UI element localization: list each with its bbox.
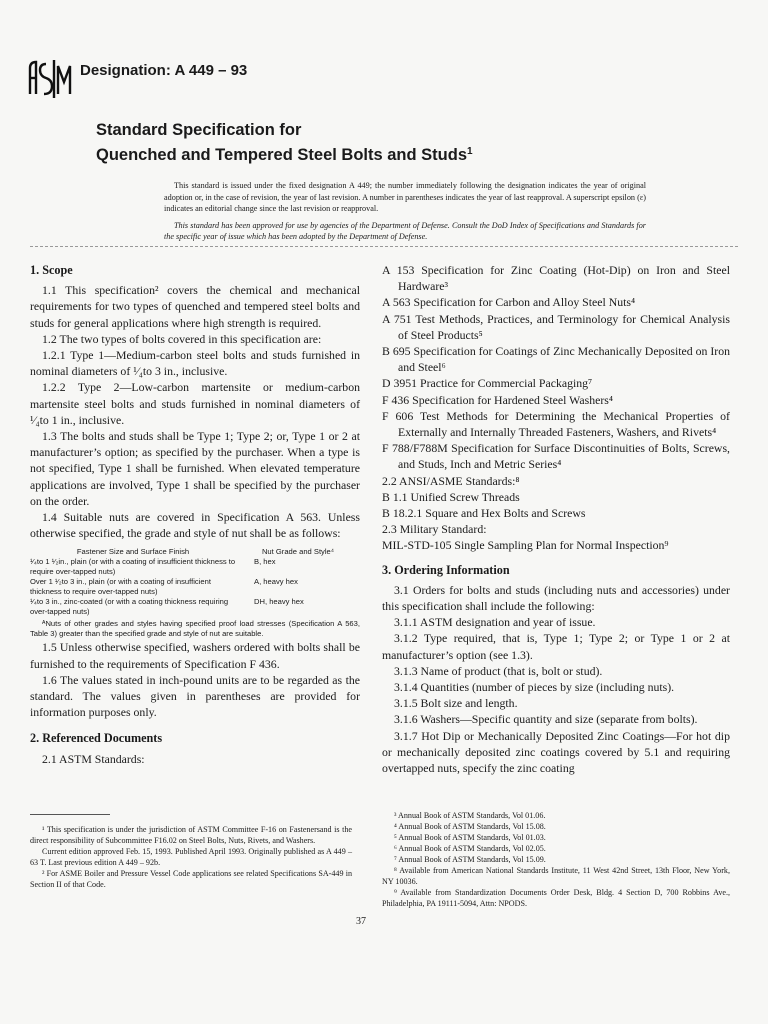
intro-paragraph: This standard is issued under the fixed designation A 449; the number immediately following the designation indicates the year of original adoption or, in the case of revision, the year of last revision. A number in parentheses indicates the year of last reapproval. A superscript epsilon (ε) indicates an editorial change since the last revision or reapproval. xyxy=(164,181,646,213)
designation: Designation: A 449 – 93 xyxy=(80,62,248,79)
astm-logo xyxy=(24,54,72,104)
para-1-6: 1.6 The values stated in inch-pound units are to be regarded as the standard. The values given in parentheses are provided for information purposes only. xyxy=(30,672,360,720)
reference-item: A 563 Specification for Carbon and Alloy Steel Nuts⁴ xyxy=(382,295,636,310)
reference-item: A 751 Test Methods, Practices, and Terminology for Chemical Analysis of Steel Products⁵ xyxy=(382,311,730,342)
para-3-1-1: 3.1.1 ASTM designation and year of issue. xyxy=(394,615,596,630)
table-header-size: Fastener Size and Surface Finish xyxy=(76,547,190,557)
footnote: ⁴ Annual Book of ASTM Standards, Vol 15.08. xyxy=(394,822,546,831)
reference-item: B 1.1 Unified Screw Threads xyxy=(382,489,520,504)
footnote: ² For ASME Boiler and Pressure Vessel Code applications see related Specifications SA-449 in Section II of that Code. xyxy=(30,869,352,889)
footnote: Current edition approved Feb. 15, 1993. Published April 1993. Originally published as A 449 – 63 T. Last previous edition A 449 – 92b. xyxy=(30,847,352,867)
table-cell-size: Over 1 ¹⁄₂to 3 in., plain (or with a coating of insufficient thickness to require over-tapped nuts) xyxy=(30,577,211,597)
document-title xyxy=(96,120,473,166)
intro-block xyxy=(164,180,646,248)
table-note: ᴬNuts of other grades and styles having specified proof load stresses (Specification A 563, Table 3) greater than the specified grade and style of nut are suitable. xyxy=(30,619,360,639)
title-line-1: Standard Specification for xyxy=(96,121,302,139)
page-number: 37 xyxy=(356,916,366,927)
title-line-2-text: Quenched and Tempered Steel Bolts and Studs xyxy=(96,146,468,164)
para-2-2: 2.2 ANSI/ASME Standards:⁸ xyxy=(382,473,520,488)
right-column xyxy=(382,262,730,776)
footnote: ¹ This specification is under the jurisdiction of ASTM Committee F-16 on Fastenersand is the direct responsibility of Subcommittee F16.02 on Steel Bolts, Nuts, Rivets, and Washers. xyxy=(30,825,352,845)
dod-notice xyxy=(164,220,646,243)
para-2-3: 2.3 Military Standard: xyxy=(382,522,487,537)
table-cell-size: ¹⁄₄to 1 ¹⁄₂in., plain (or with a coating of insufficient thickness to require over-tapped nuts) xyxy=(30,557,236,577)
dod-notice-text: This standard has been approved for use by agencies of the Department of Defense. Consult the DoD Index of Specifications and Standards for the specific year of issue which has been adopted by the Department of Defense. xyxy=(164,220,646,241)
nut-table xyxy=(30,547,360,617)
reference-item: B 18.2.1 Square and Hex Bolts and Screws xyxy=(382,506,586,521)
table-cell-nut: B, hex xyxy=(254,557,276,567)
footnotes-right xyxy=(382,810,730,909)
section-heading-ordering: 3. Ordering Information xyxy=(382,562,510,577)
para-3-1-2: 3.1.2 Type required, that is, Type 1; Type 2; or Type 1 or 2 at manufacturer’s option (see 1.3). xyxy=(382,631,730,662)
para-1-2: 1.2 The two types of bolts covered in this specification are: xyxy=(42,331,322,346)
reference-item: F 436 Specification for Hardened Steel Washers⁴ xyxy=(382,392,613,407)
para-1-5: 1.5 Unless otherwise specified, washers ordered with bolts shall be furnished to the requirements of Specification F 436. xyxy=(30,640,360,671)
footnote: ⁶ Annual Book of ASTM Standards, Vol 02.05. xyxy=(394,844,546,853)
reference-item: A 153 Specification for Zinc Coating (Hot-Dip) on Iron and Steel Hardware³ xyxy=(382,263,730,294)
reference-item: F 606 Test Methods for Determining the Mechanical Properties of Externally and Internally Threaded Fasteners, Washers, and Rivets⁴ xyxy=(382,408,730,440)
footnote: ³ Annual Book of ASTM Standards, Vol 01.06. xyxy=(394,811,546,820)
para-1-1: 1.1 This specification² covers the chemical and mechanical requirements for two types of quenched and tempered steel bolts and studs for general applications where high strength is required. xyxy=(30,283,360,330)
header-divider xyxy=(30,246,738,247)
table-cell-size: ¹⁄₄to 3 in., zinc-coated (or with a coating thickness requiring over-tapped nuts) xyxy=(30,597,229,617)
reference-item: D 3951 Practice for Commercial Packaging⁷ xyxy=(382,376,593,391)
para-2-1: 2.1 ASTM Standards: xyxy=(42,751,145,766)
para-3-1-7: 3.1.7 Hot Dip or Mechanically Deposited Zinc Coatings—For hot dip or mechanically deposited zinc coatings covered by 5.1 and requiring overtapped nuts, specify the zinc coating xyxy=(382,728,730,776)
footnote: ⁹ Available from Standardization Documents Order Desk, Bldg. 4 Section D, 700 Robbins Ave., Philadelphia, PA 19111-5094, Attn: NPODS. xyxy=(382,888,730,908)
para-1-2-1: 1.2.1 Type 1—Medium-carbon steel bolts and studs furnished in nominal diameters of ¹⁄₄to 3 in., inclusive. xyxy=(30,348,360,379)
para-3-1: 3.1 Orders for bolts and studs (including nuts and accessories) under this specification shall include the following: xyxy=(382,582,730,614)
section-heading-scope: 1. Scope xyxy=(30,263,73,277)
para-1-4: 1.4 Suitable nuts are covered in Specification A 563. Unless otherwise specified, the grade and style of nut shall be as follows: xyxy=(30,510,360,541)
reference-item: F 788/F788M Specification for Surface Discontinuities of Bolts, Screws, and Studs, Inch and Metric Series⁴ xyxy=(382,441,730,472)
para-1-2-2: 1.2.2 Type 2—Low-carbon martensite or medium-carbon martensite steel bolts and studs furnished in nominal diameters of ¹⁄₄to 1 in., inclusive. xyxy=(30,380,360,427)
section-heading-referenced-documents: 2. Referenced Documents xyxy=(30,731,163,746)
footnote-divider xyxy=(30,814,110,815)
reference-item: B 695 Specification for Coatings of Zinc Mechanically Deposited on Iron and Steel⁶ xyxy=(382,344,730,375)
para-1-3: 1.3 The bolts and studs shall be Type 1; Type 2; or, Type 1 or 2 at manufacturer’s option; as specified by the purchaser. When a type is not specified, Type 1 shall be furnished. When elevated temperature applications are involved, Type 1 shall be specified by the purchaser on the order. xyxy=(30,429,360,508)
footnote: ⁵ Annual Book of ASTM Standards, Vol 01.03. xyxy=(394,833,546,842)
title-line-2 xyxy=(96,141,473,166)
left-column xyxy=(30,262,360,767)
para-3-1-4: 3.1.4 Quantities (number of pieces by size (including nuts). xyxy=(394,680,675,695)
para-3-1-6: 3.1.6 Washers—Specific quantity and size (separate from bolts). xyxy=(394,712,698,727)
reference-item: MIL-STD-105 Single Sampling Plan for Normal Inspection⁹ xyxy=(382,538,669,553)
table-cell-nut: A, heavy hex xyxy=(254,577,298,587)
table-cell-nut: DH, heavy hex xyxy=(254,597,304,607)
footnote: ⁷ Annual Book of ASTM Standards, Vol 15.09. xyxy=(394,855,546,864)
title-footnote-ref: 1 xyxy=(467,146,473,157)
footnote: ⁸ Available from American National Standards Institute, 11 West 42nd Street, 13th Floor, New York, NY 10036. xyxy=(382,866,730,886)
para-3-1-3: 3.1.3 Name of product (that is, bolt or stud). xyxy=(394,663,603,678)
table-header-nut: Nut Grade and Style⁴ xyxy=(261,547,335,557)
para-3-1-5: 3.1.5 Bolt size and length. xyxy=(394,696,518,711)
footnotes-left xyxy=(30,824,352,890)
